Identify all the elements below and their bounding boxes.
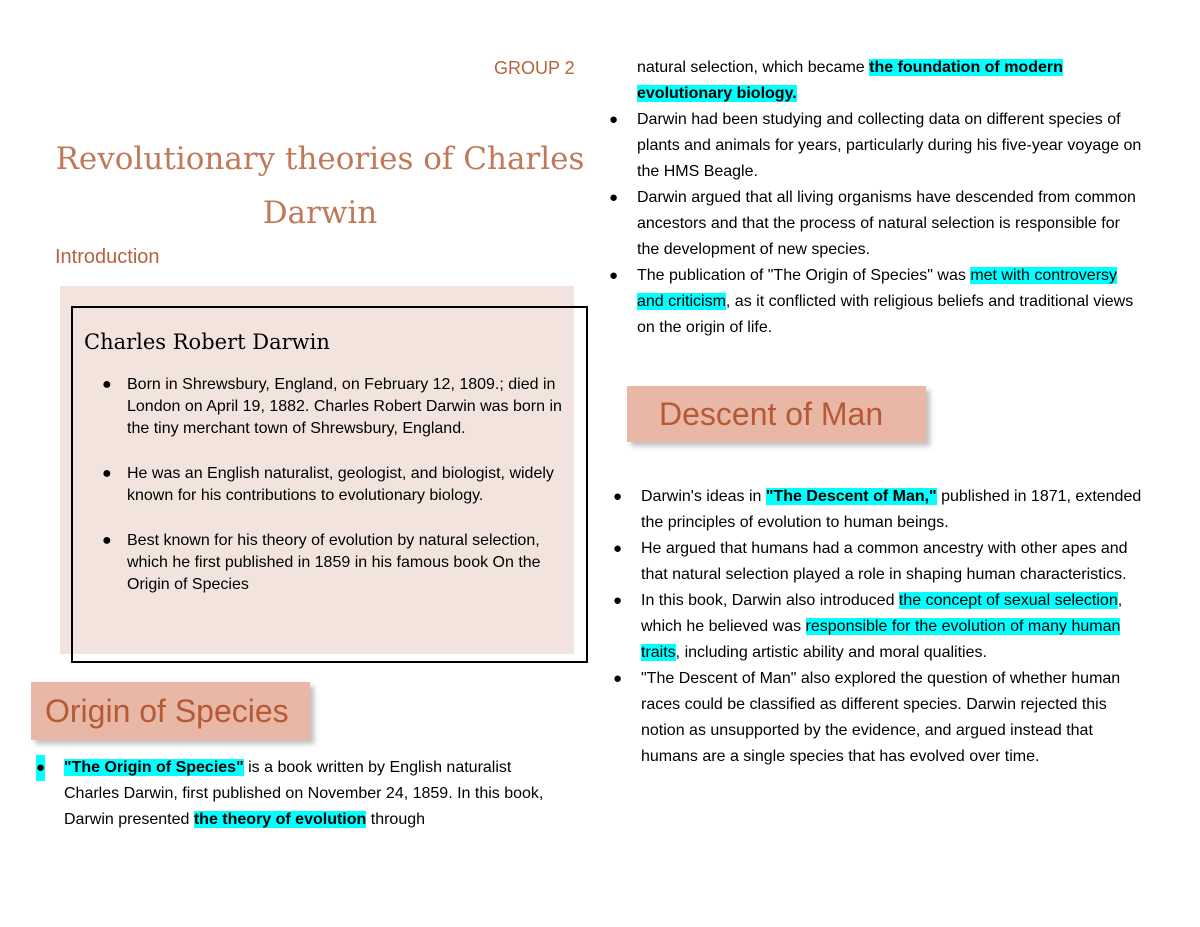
title-line-1: Revolutionary theories of Charles	[55, 141, 585, 177]
bullet-icon: ●	[36, 755, 45, 781]
page-title	[40, 132, 600, 240]
list-item: ● "The Descent of Man" also explored the question of whether human races could be classified as different species. Darwin rejected this notion as unsupported by the evidence, and argued instead that humans are a single species that has evolved over time.	[613, 666, 1153, 770]
bullet-icon: ●	[102, 465, 112, 482]
origin-of-species-heading: Origin of Species	[31, 682, 310, 740]
bullet-icon: ●	[613, 670, 623, 687]
bullet-icon: ●	[102, 376, 112, 393]
list-item: ● He was an English naturalist, geologist, and biologist, widely known for his contributions to evolutionary biology.	[102, 465, 554, 504]
list-item: ● The publication of "The Origin of Species" was met with controversy and criticism, as it conflicted with religious beliefs and traditional views on the origin of life.	[609, 263, 1144, 341]
list-item: ● "The Origin of Species" is a book written by English naturalist Charles Darwin, first published on November 24, 1859. In this book, Darwin presented the theory of evolution through	[36, 755, 566, 833]
bullet-icon: ●	[609, 267, 619, 284]
descent-of-man-heading: Descent of Man	[627, 386, 926, 442]
highlight: responsible for the evolution of many human traits	[641, 618, 1121, 661]
continued-paragraph: natural selection, which became the foundation of modern evolutionary biology.	[637, 59, 1063, 102]
origin-bullet-list	[36, 755, 566, 833]
highlight: the theory of evolution	[193, 811, 367, 828]
bullet-icon: ●	[102, 532, 112, 549]
list-item: ● He argued that humans had a common ancestry with other apes and that natural selection played a role in shaping human characteristics.	[613, 536, 1153, 588]
highlight: met with controversy and criticism	[637, 267, 1118, 310]
bullet-icon: ●	[613, 540, 623, 557]
intro-bullet-list	[100, 374, 570, 619]
bullet-icon: ●	[609, 111, 619, 128]
list-item: ● Darwin had been studying and collecting data on different species of plants and animals for years, particularly during his five-year voyage on the HMS Beagle.	[609, 107, 1144, 185]
bullet-icon: ●	[613, 488, 623, 505]
descent-bullet-list	[613, 484, 1153, 770]
list-item: ● Darwin's ideas in "The Descent of Man," published in 1871, extended the principles of evolution to human beings.	[613, 484, 1153, 536]
group-label: GROUP 2	[494, 58, 575, 78]
title-line-2: Darwin	[262, 195, 378, 231]
list-item: ● In this book, Darwin also introduced the concept of sexual selection, which he believed was responsible for the evolution of many human traits, including artistic ability and moral qualities.	[613, 588, 1153, 666]
bullet-icon: ●	[613, 592, 623, 609]
highlight: "The Origin of Species"	[64, 759, 244, 776]
list-item: ● Darwin argued that all living organisms have descended from common ancestors and that the process of natural selection is responsible for the development of new species.	[609, 185, 1144, 263]
highlight: "The Descent of Man,"	[765, 488, 937, 505]
highlight: the foundation of modern evolutionary biology.	[637, 59, 1063, 102]
introduction-heading: Introduction	[55, 246, 160, 268]
bullet-icon: ●	[609, 189, 619, 206]
darwin-name-heading: Charles Robert Darwin	[84, 330, 330, 354]
list-item: ● Born in Shrewsbury, England, on February 12, 1809.; died in London on April 19, 1882. Charles Robert Darwin was born in the tiny merchant town of Shrewsbury, England.	[102, 376, 562, 437]
list-item: ● Best known for his theory of evolution by natural selection, which he first published in 1859 in his famous book On the Origin of Species	[102, 532, 541, 593]
origin-continued-list	[609, 107, 1144, 341]
highlight: the concept of sexual selection	[898, 592, 1118, 609]
